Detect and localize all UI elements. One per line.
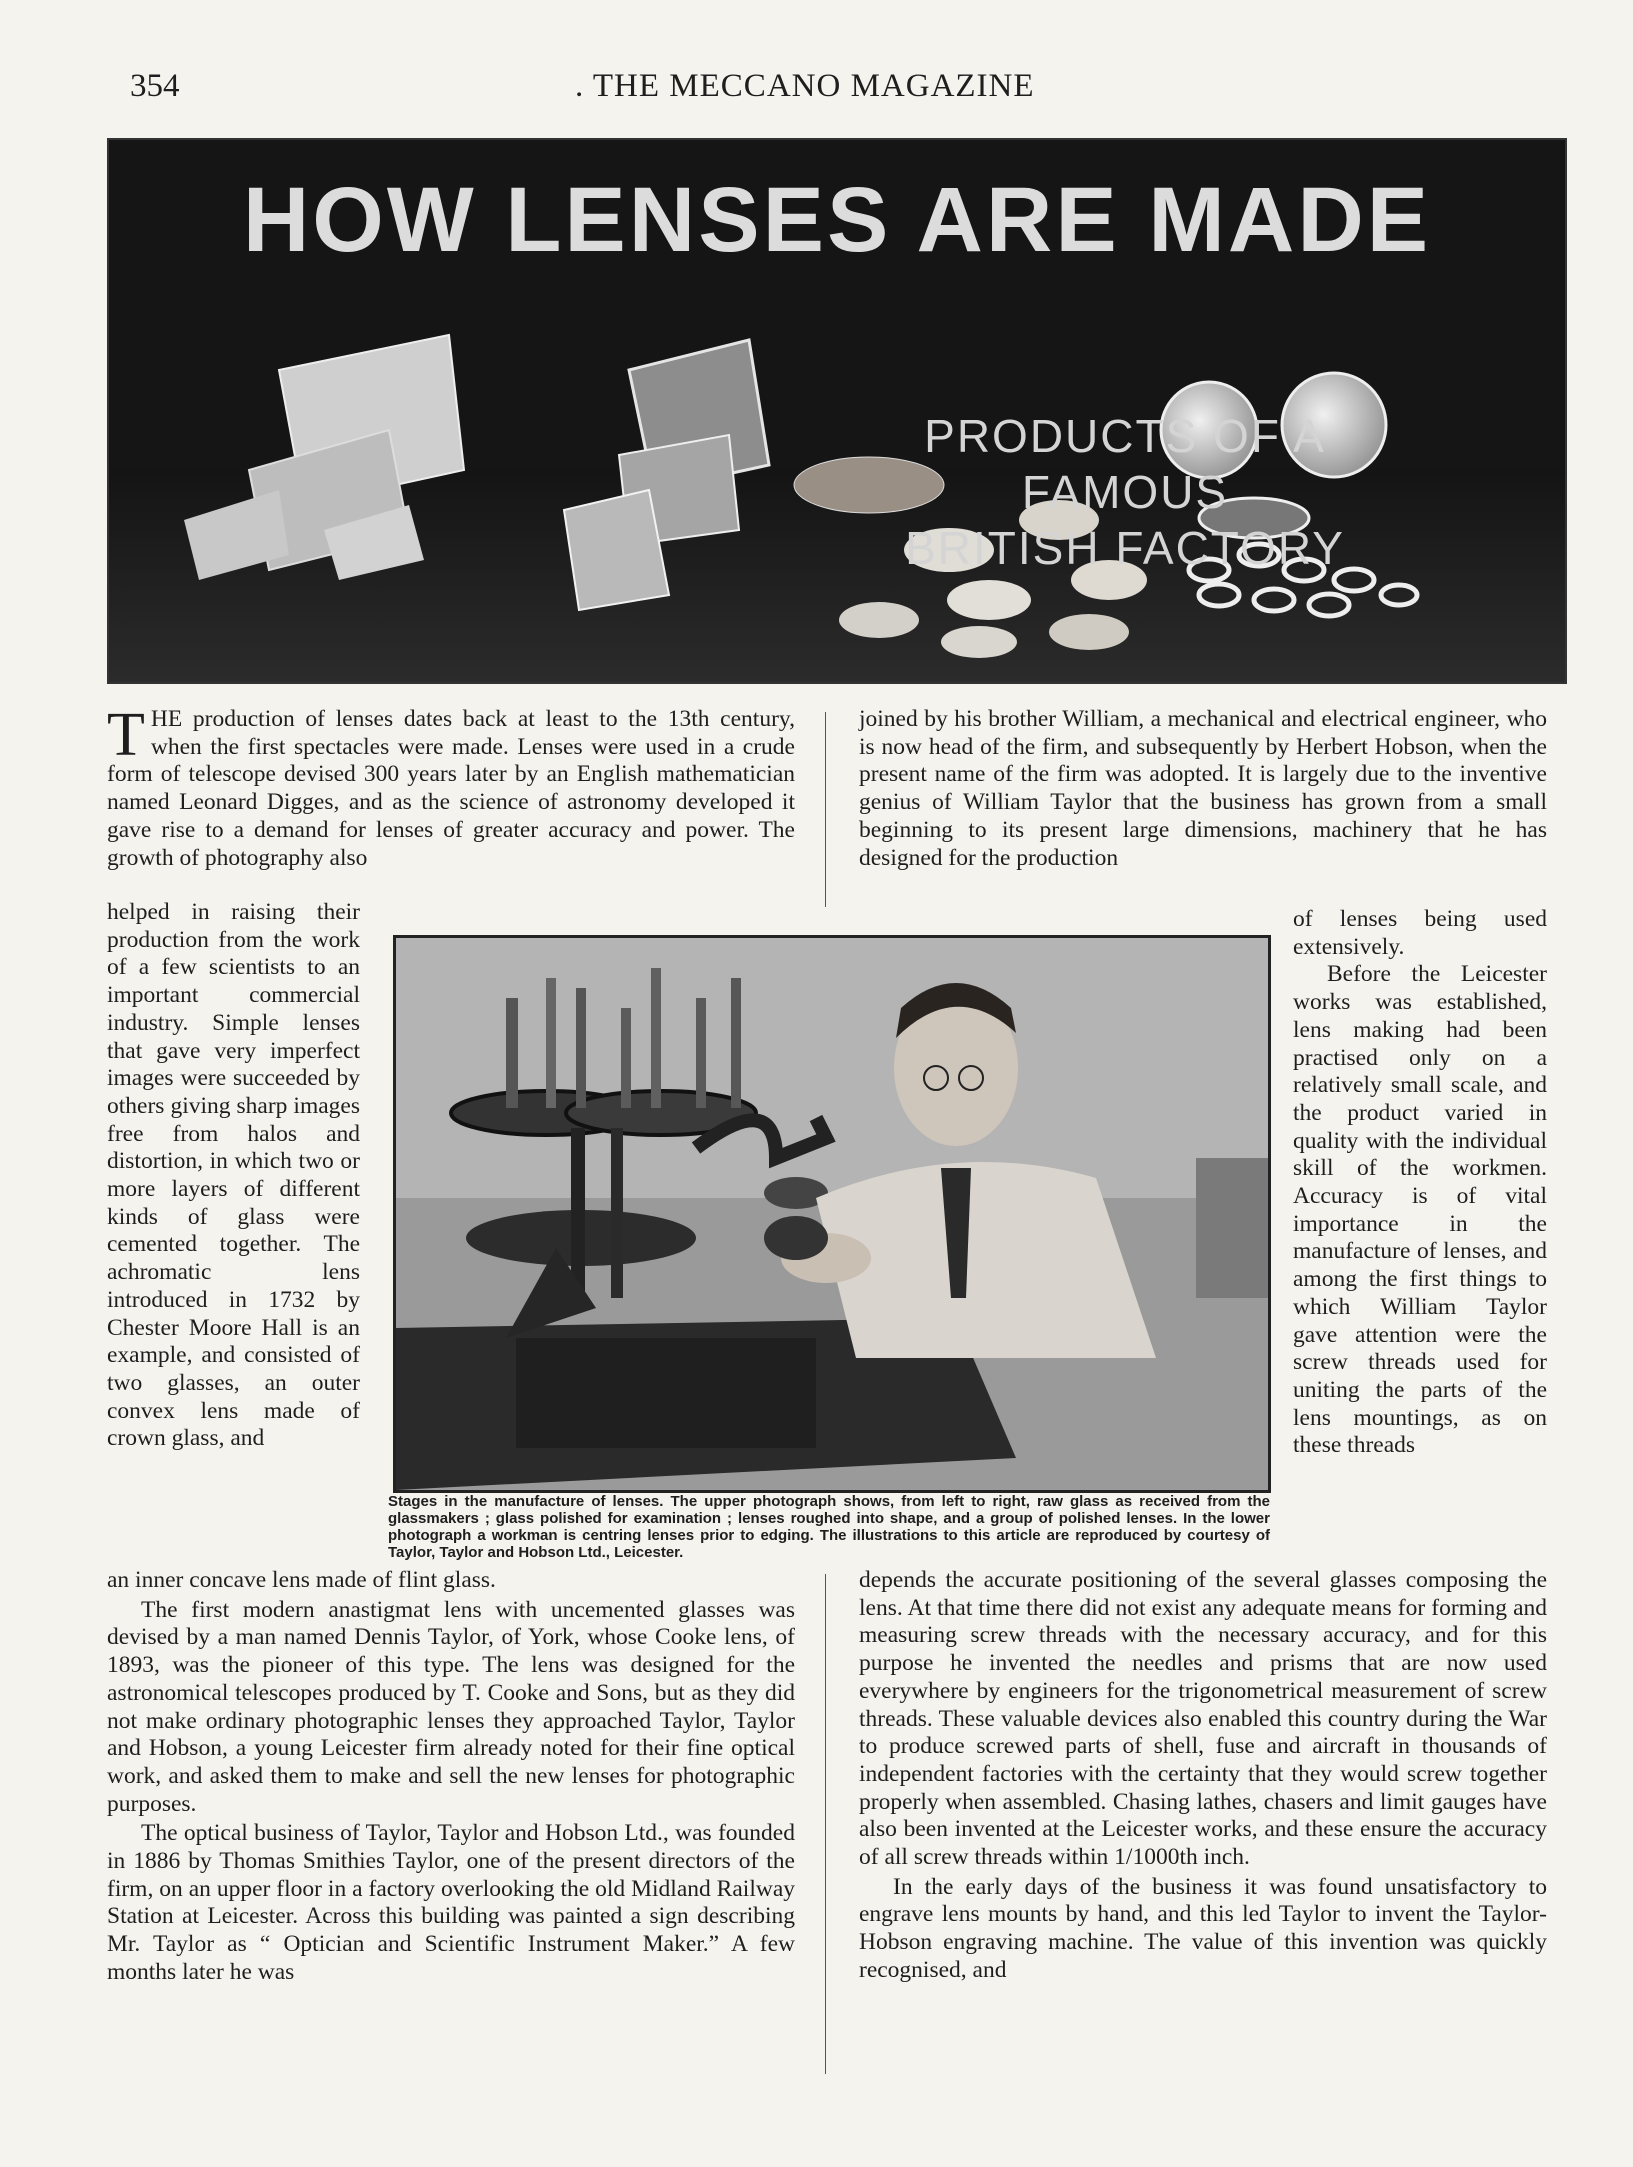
paragraph-screw-threads: depends the accurate positioning of the several glasses composing the lens. At that time there did not exist any adequate means for forming and measuring screw threads with the necessary accuracy, and for this purpose he invented the needles and prisms that are now used everywhere by engineers for the trigonometrical measurement of screw threads. These valuable devices also enabled this country during the War to produce screwed parts of shell, fuse and aircraft in thousands of independent factories with the certainty that they would screw together properly when assembled. Chasing lathes, chasers and limit gauges have also been invented at the Leicester works, and these ensure the accuracy of all screw threads within 1/1000th inch. xyxy=(859,1567,1547,1871)
left-column-narrow xyxy=(107,899,360,1453)
column-divider-top xyxy=(825,712,826,907)
intro-paragraph: HE production of lenses dates back at least to the 13th century, when the first spectacles were made. Lenses were used in a crude form of telescope devised 300 years later by an English mathematician named Leonard Digges, and as the science of astronomy developed it gave rise to a demand for lenses of greater accuracy and power. The growth of photography also xyxy=(107,706,795,871)
right-column-narrow xyxy=(1293,906,1547,1460)
article-subtitle xyxy=(845,408,1405,576)
page-number: 354 xyxy=(130,68,180,104)
running-title: . THE MECCANO MAGAZINE xyxy=(575,68,1035,104)
left-column-bottom xyxy=(107,1567,795,1989)
paragraph-william-taylor: joined by his brother William, a mechanical and electrical engineer, who is now head of the firm, and subsequently by Herbert Hobson, when the present name of the firm was adopted. It is largely due to the inventive genius of William Taylor that the business has grown from a small beginning to its present large dimensions, machinery that he has designed for the production xyxy=(859,706,1547,871)
column-divider-bottom xyxy=(825,1574,826,2074)
paragraph-flint-glass: an inner concave lens made of flint glass. xyxy=(107,1567,496,1593)
title-banner-photo xyxy=(107,138,1567,684)
article-title: HOW LENSES ARE MADE xyxy=(242,169,1432,271)
right-column-top xyxy=(859,706,1547,874)
paragraph-engraving-machine: In the early days of the business it was found unsatisfactory to engrave lens mounts by hand, and this led Taylor to invent the Taylor-Hobson engraving machine. The value of this invention was quickly recognised, and xyxy=(859,1873,1547,1983)
photo-caption: Stages in the manufacture of lenses. The upper photograph shows, from left to right, raw glass as received from the glassmakers ; glass polished for examination ; lenses roughed into shape, and a group of polished lenses. In the lower photograph a workman is centring lenses prior to edging. The illustrations to this article are reproduced by courtesy of Taylor, Taylor and Hobson Ltd., Leicester. xyxy=(388,1493,1270,1561)
narrow-right-p1: of lenses being used extensively. xyxy=(1293,906,1547,960)
workman-at-machine-illustration xyxy=(396,938,1268,1490)
narrow-right-p2: Before the Leicester works was established, lens making had been practised only on a relatively small scale, and the product varied in quality with the individual skill of the workmen. Accuracy is of vital importance in the manufacture of lenses, and among the first things to which William Taylor gave attention were the screw threads used for uniting the parts of the lens mountings, as on these threads xyxy=(1293,961,1547,1459)
workman-centring-lenses-photo xyxy=(393,935,1271,1493)
drop-cap: T xyxy=(107,701,145,769)
paragraph-anastigmat: The first modern anastigmat lens with uncemented glasses was devised by a man named Dennis Taylor, of York, whose Cooke lens, of 1893, was the pioneer of this type. The lens was designed for the astronomical telescopes produced by T. Cooke and Sons, but as they did not make ordinary photographic lenses they approached Taylor, Taylor and Hobson, a young Leicester firm already noted for their fine optical work, and asked them to make and sell the new lenses for photographic purposes. xyxy=(107,1596,795,1817)
subtitle-line-2: BRITISH FACTORY xyxy=(905,522,1345,574)
right-column-bottom xyxy=(859,1567,1547,1987)
page-header xyxy=(0,68,1633,108)
left-column-intro xyxy=(107,701,795,874)
narrow-left-text: helped in raising their production from the work of a few scientists to an important commercial industry. Simple lenses that gave very imperfect images were succeeded by others giving sharp images free from halos and distortion, in which two or more layers of different kinds of glass were cemented together. The achromatic lens introduced in 1732 by Chester Moore Hall is an example, and consisted of two glasses, an outer convex lens made of crown glass, and xyxy=(107,899,360,1452)
paragraph-business-founded: The optical business of Taylor, Taylor and Hobson Ltd., was founded in 1886 by Thomas Smithies Taylor, one of the present directors of the firm, on an upper floor in a factory overlooking the old Midland Railway Station at Leicester. Across this building was painted a sign describing Mr. Taylor as “ Optician and Scientific Instrument Maker.” A few months later he was xyxy=(107,1820,795,1985)
subtitle-line-1: PRODUCTS OF A FAMOUS xyxy=(924,410,1326,518)
